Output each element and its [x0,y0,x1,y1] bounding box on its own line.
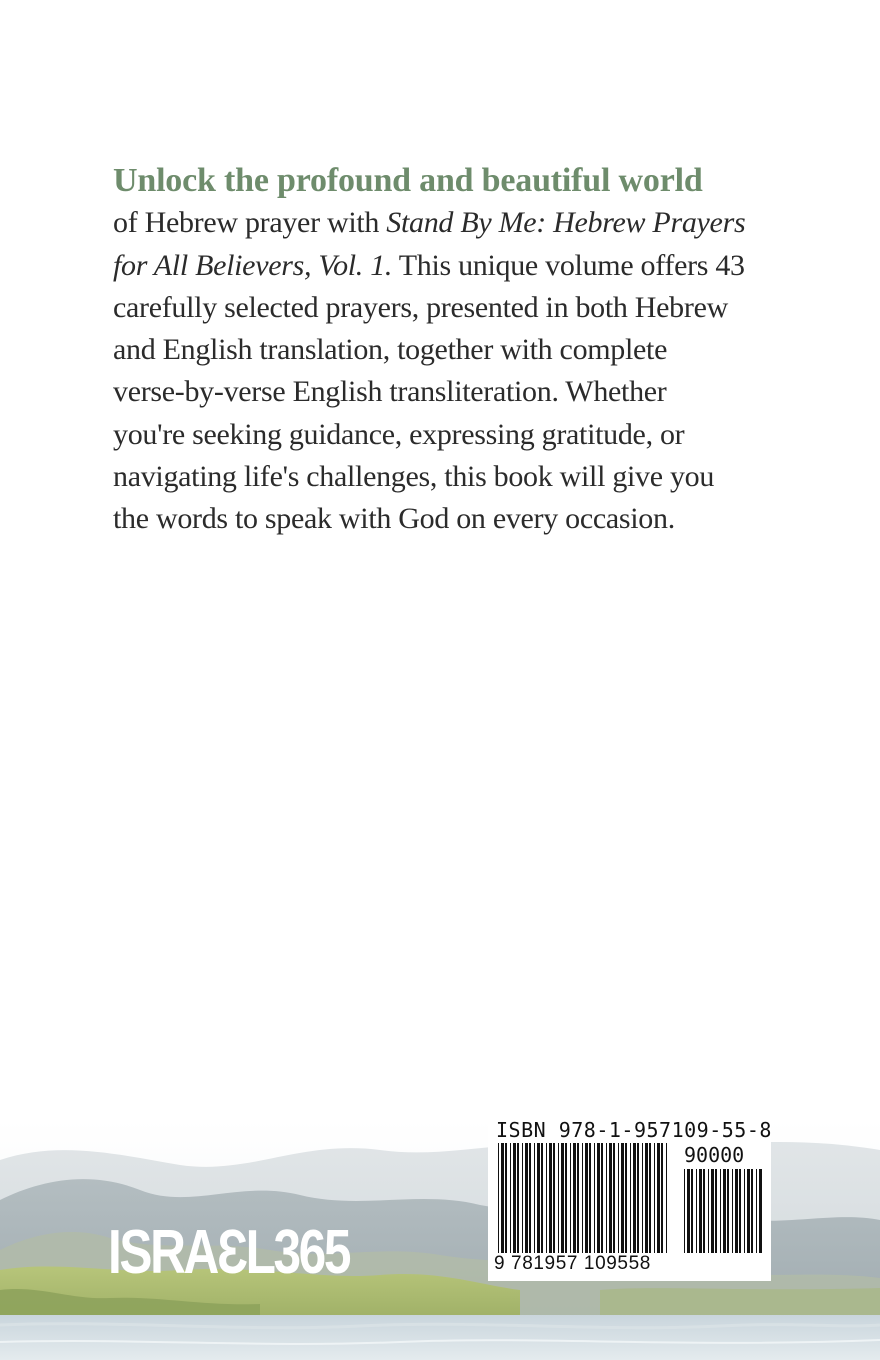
barcode-bar [529,1143,531,1253]
barcode-bar [699,1169,702,1253]
barcode-bar [606,1143,607,1253]
barcode-bar [751,1169,753,1253]
blurb-line-1 [113,202,793,244]
barcode-bar [553,1143,555,1253]
back-cover-blurb [113,160,793,541]
price-code: 90000 [684,1143,745,1167]
barcode-bar [594,1143,595,1253]
barcode-bar [621,1143,624,1253]
blurb-line-5: verse-by-verse English transliteration. Whether [113,375,667,409]
isbn-barcode [488,1113,771,1281]
barcode-bar [510,1143,511,1253]
barcode-bar [708,1169,709,1253]
barcode-bar [613,1143,615,1253]
barcode-bar [565,1143,567,1253]
blurb-line-4: and English translation, together with complete [113,333,668,367]
barcode-bar [585,1143,588,1253]
israel365-logo: ISRAƐL365 [108,1218,350,1287]
blurb-line-6: you're seeking guidance, expressing gratitude, or [113,417,685,451]
barcode-bar [687,1169,690,1253]
barcode-bar [597,1143,600,1253]
barcode-bar [723,1169,726,1253]
barcode-bar [601,1143,603,1253]
barcode-bar [609,1143,612,1253]
barcode-bar [759,1169,762,1253]
blurb-text: This unique volume offers 43 [392,248,745,282]
barcode-bar [558,1143,559,1253]
barcode-bar [747,1169,750,1253]
barcode-bar [582,1143,583,1253]
barcode-bar [522,1143,523,1253]
barcode-bar [727,1169,729,1253]
barcode-bar [577,1143,579,1253]
blurb-line-2 [113,245,793,287]
barcode-bar [505,1143,507,1253]
barcode-digits: 9 781957 109558 [494,1253,651,1274]
blurb-text: of Hebrew prayer with [113,206,387,240]
barcode-bar [657,1143,660,1253]
blurb-line-7: navigating life's challenges, this book will give you [113,460,715,494]
barcode-bar [661,1143,663,1253]
barcode-bar [735,1169,738,1253]
barcode-bar [618,1143,619,1253]
barcode-bar [684,1169,685,1253]
barcode-bar [739,1169,741,1253]
barcode-bar [498,1143,499,1253]
barcode-bar [546,1143,547,1253]
barcode-bar [534,1143,535,1253]
barcode-bar [517,1143,519,1253]
barcode-bar [654,1143,655,1253]
book-title-italic: Stand By Me: Hebrew Prayers [386,206,746,240]
barcode-bar [501,1143,504,1253]
barcode-bar [630,1143,631,1253]
blurb-line-8: the words to speak with God on every occasion. [113,502,675,536]
barcode-bar [711,1169,714,1253]
barcode-bar [573,1143,576,1253]
barcode-bar [645,1143,648,1253]
barcode-bar [525,1143,528,1253]
barcode-bar [666,1143,667,1253]
barcode-bar [744,1169,745,1253]
barcode-bar [649,1143,651,1253]
barcode-bar [703,1169,705,1253]
barcode-bar [715,1169,717,1253]
barcode-bar [642,1143,643,1253]
book-title-italic: for All Believers, Vol. 1. [113,248,393,282]
isbn-number: ISBN 978-1-957109-55-8 [496,1118,772,1142]
barcode-bar [513,1143,516,1253]
barcode-bar [691,1169,693,1253]
barcode-bar [637,1143,639,1253]
barcode-bar [549,1143,552,1253]
barcode-bar [570,1143,571,1253]
barcode-bar [633,1143,636,1253]
barcode-bar [625,1143,627,1253]
barcode-bar [732,1169,733,1253]
barcode-bar [561,1143,564,1253]
barcode-bar [720,1169,721,1253]
blurb-line-3: carefully selected prayers, presented in both Hebrew [113,290,728,324]
barcode-bar [537,1143,540,1253]
barcode-bar [541,1143,543,1253]
barcode-bar [589,1143,591,1253]
blurb-lead-heading: Unlock the profound and beautiful world [113,162,703,199]
barcode-bar [756,1169,757,1253]
barcode-bar [696,1169,697,1253]
